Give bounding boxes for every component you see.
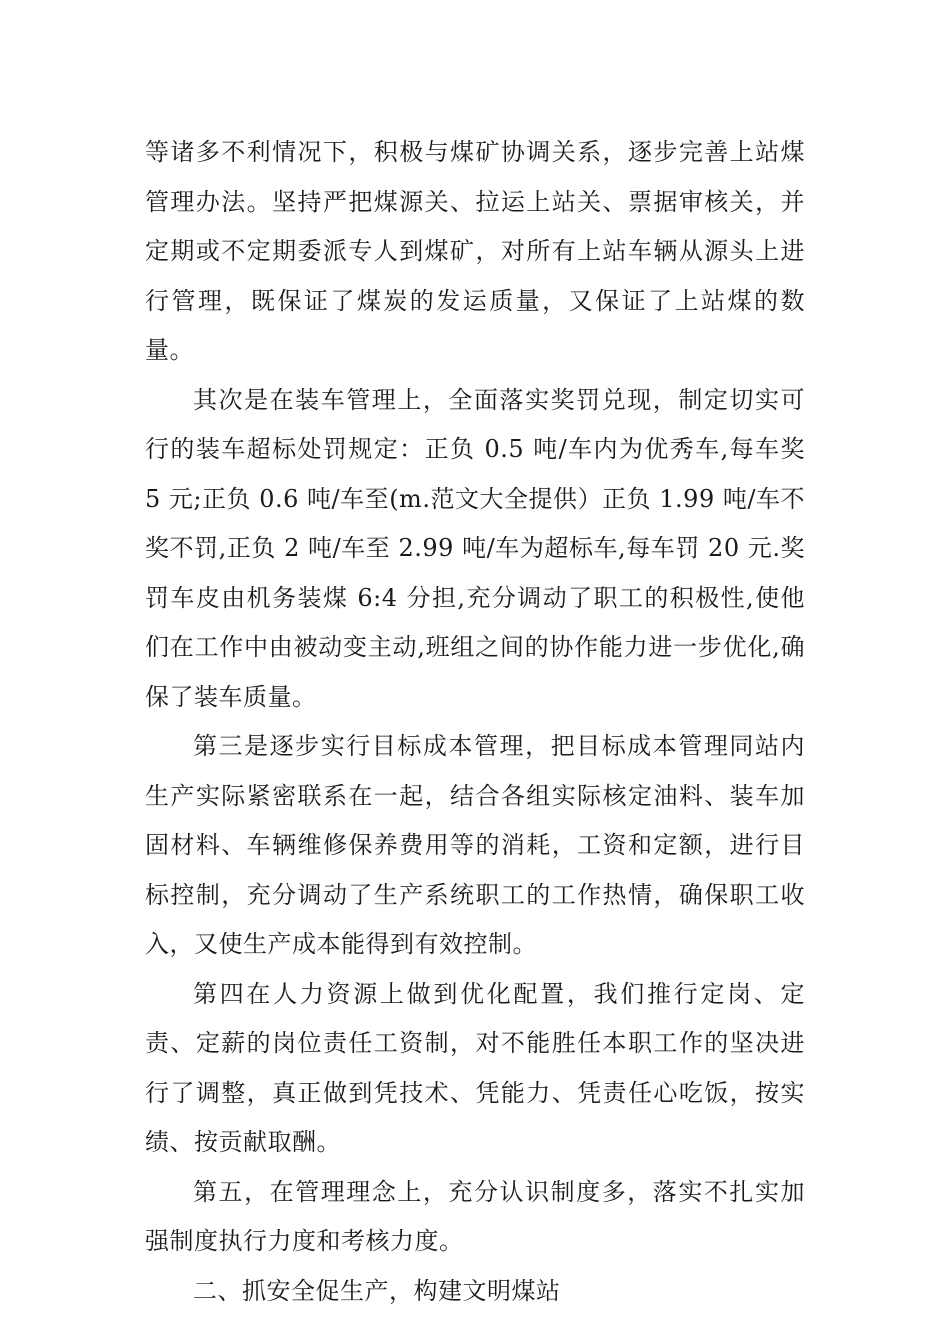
paragraph-human-resources: 第四在人力资源上做到优化配置，我们推行定岗、定责、定薪的岗位责任工资制，对不能胜任本职工作的坚决进行了调整，真正做到凭技术、凭能力、凭责任心吃饭，按实绩、按贡献取酬。 [145,979,805,1156]
paragraph-management-concept: 第五，在管理理念上，充分认识制度多，落实不扎实加强制度执行力度和考核力度。 [145,1177,805,1255]
paragraph-continuation: 等诸多不利情况下，积极与煤矿协调关系，逐步完善上站煤管理办法。坚持严把煤源关、拉运上站关、票据审核关，并定期或不定期委派专人到煤矿，对所有上站车辆从源头上进行管理，既保证了煤炭的发运质量，又保证了上站煤的数量。 [145,138,805,364]
paragraph-loading-management: 其次是在装车管理上，全面落实奖罚兑现，制定切实可行的装车超标处罚规定：正负 0.5 吨/车内为优秀车,每车奖 5 元;正负 0.6 吨/车至(m.范文大全提供）正负 1.99 吨/车不奖不罚,正负 2 吨/车至 2.99 吨/车为超标车,每车罚 20 元.奖罚车皮由机务装煤 6:4 分担,充分调动了职工的积极性,使他们在工作中由被动变主动,班组之间的协作能力进一步优化,确保了装车质量。 [145,385,805,711]
paragraph-cost-management: 第三是逐步实行目标成本管理，把目标成本管理同站内生产实际紧密联系在一起，结合各组实际核定油料、装车加固材料、车辆维修保养费用等的消耗，工资和定额，进行目标控制，充分调动了生产系统职工的工作热情，确保职工收入，又使生产成本能得到有效控制。 [145,732,805,958]
document-body [145,128,805,1316]
section-heading-safety: 二、抓安全促生产，构建文明煤站 [193,1276,561,1305]
